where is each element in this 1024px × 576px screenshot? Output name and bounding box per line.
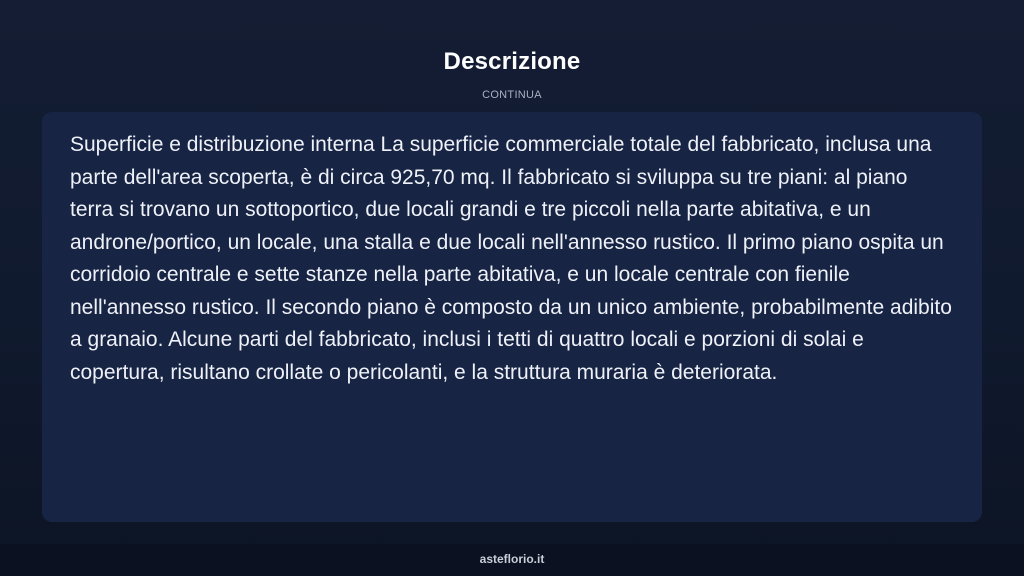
footer-site-label: asteflorio.it <box>479 552 545 566</box>
description-text: Superficie e distribuzione interna La superficie commerciale totale del fabbricato, inclusa una parte dell'area scoperta, è di circa 925,70 mq. Il fabbricato si sviluppa su tre piani: al piano terra si trovano un sottoportico, due locali grandi e tre piccoli nella parte abitativa, e un androne/portico, un locale, una stalla e due locali nell'annesso rustico. Il primo piano ospita un corridoio centrale e sette stanze nella parte abitativa, e un locale centrale con fienile nell'annesso rustico. Il secondo piano è composto da un unico ambiente, probabilmente adibito a granaio. Alcune parti del fabbricato, inclusi i tetti di quattro locali e porzioni di solai e copertura, risultano crollate o pericolanti, e la struttura muraria è deteriorata. <box>70 133 952 384</box>
continua-label: CONTINUA <box>482 89 542 101</box>
page-title: Descrizione <box>443 48 581 75</box>
footer <box>0 544 1024 576</box>
description-card <box>42 112 982 522</box>
